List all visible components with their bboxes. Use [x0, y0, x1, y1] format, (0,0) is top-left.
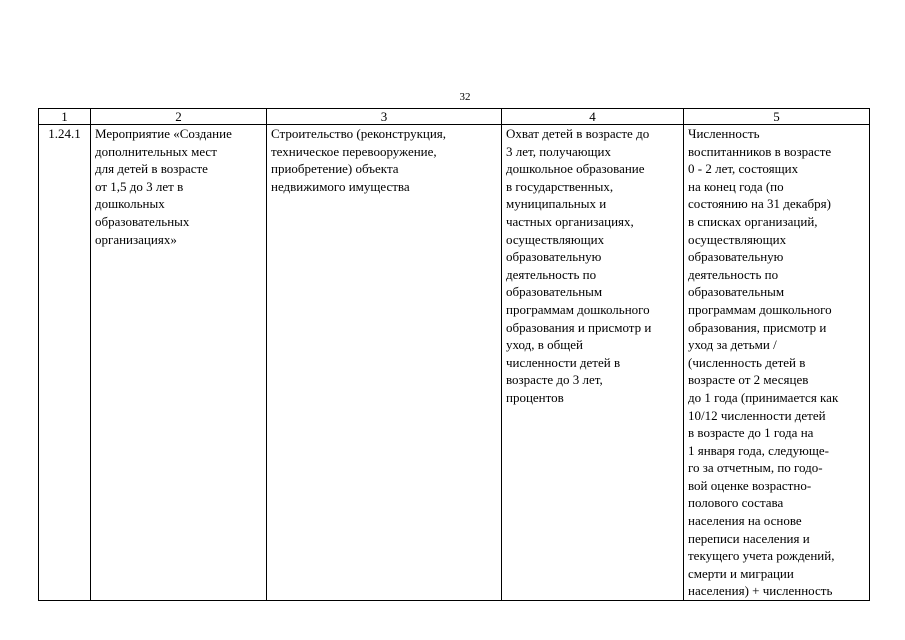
column-header-3: 3 — [267, 109, 502, 125]
page-number: 32 — [459, 91, 471, 103]
event-cell: Мероприятие «Создание дополнительных мест для детей в возрасте от 1,5 до 3 лет в дошкольных образовательных организациях» — [91, 125, 267, 601]
column-header-1: 1 — [39, 109, 91, 125]
column-header-4: 4 — [502, 109, 684, 125]
table-row — [39, 125, 870, 601]
formula-cell: Численность воспитанников в возрасте 0 - 2 лет, состоящих на конец года (по состоянию на 31 декабря) в списках организаций, осуществляющих образовательную деятельность по образовательным программам дошкольного образования, присмотр и уход за детьми / (численность детей в возрасте от 2 месяцев до 1 года (принимается как 10/12 численности детей в возрасте до 1 года на 1 января года, следующе- го за отчетным, по годо- вой оценке возрастно- полового состава населения на основе переписи населения и текущего учета рождений, смерти и миграции населения) + численность — [684, 125, 870, 601]
indicator-table — [38, 108, 870, 601]
column-header-2: 2 — [91, 109, 267, 125]
table-header-row — [39, 109, 870, 125]
work-type-cell: Строительство (реконструкция, техническое перевооружение, приобретение) объекта недвижимого имущества — [267, 125, 502, 601]
column-header-5: 5 — [684, 109, 870, 125]
indicator-cell: Охват детей в возрасте до 3 лет, получающих дошкольное образование в государственных, муниципальных и частных организациях, осуществляющих образовательную деятельность по образовательным программам дошкольного образования и присмотр и уход, в общей численности детей в возрасте до 3 лет, процентов — [502, 125, 684, 601]
row-code-cell: 1.24.1 — [39, 125, 91, 601]
